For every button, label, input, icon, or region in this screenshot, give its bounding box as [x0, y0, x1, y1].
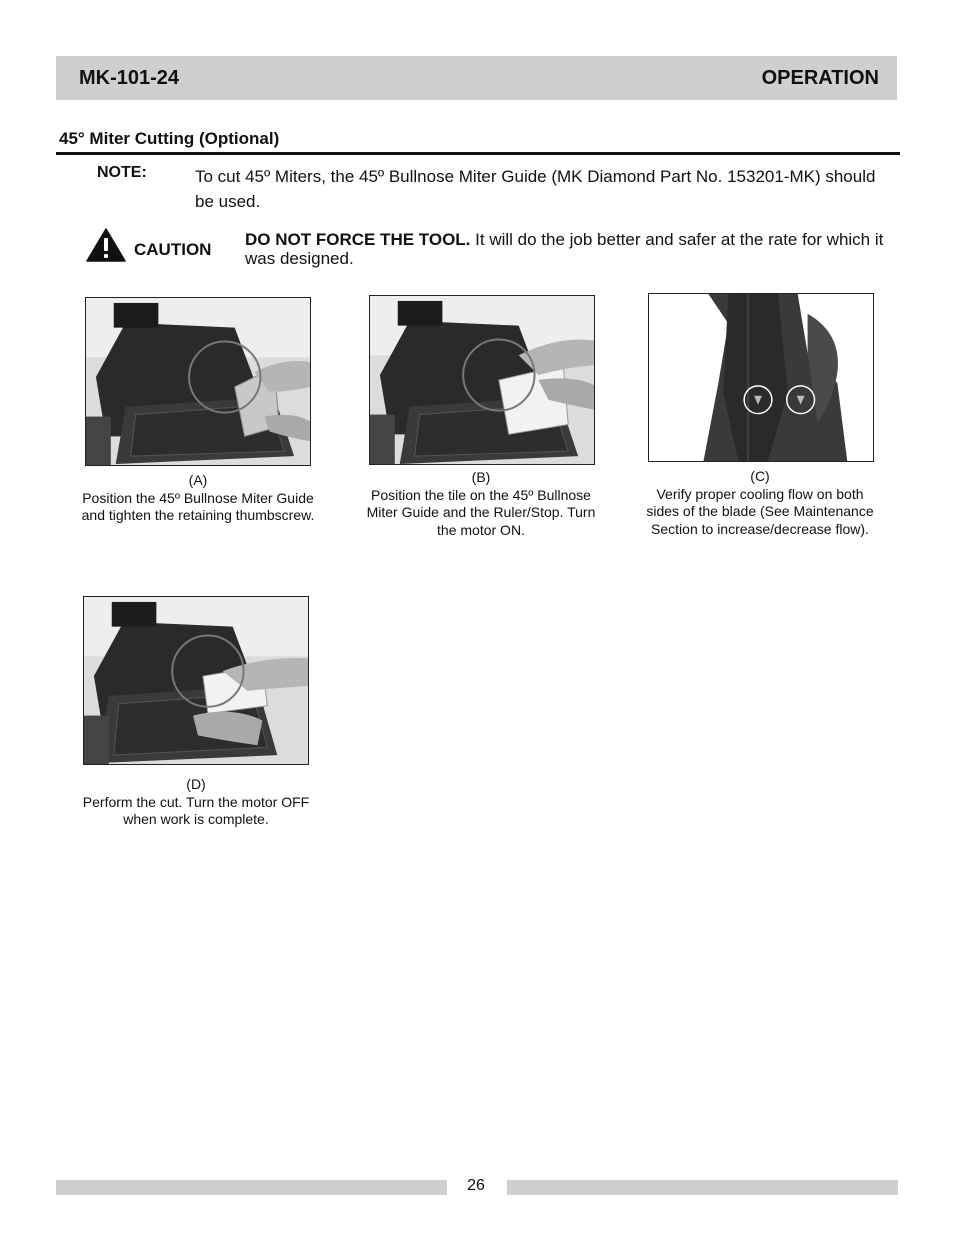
section-divider	[56, 152, 900, 155]
note-text: To cut 45º Miters, the 45º Bullnose Miter Guide (MK Diamond Part No. 153201-MK) should be used.	[195, 167, 876, 211]
figure-b-letter: (B)	[471, 469, 491, 485]
model-title: MK-101-24	[79, 66, 180, 89]
caution-body-text: It will do the job better and safer at the rate for which it was designed.	[245, 230, 884, 268]
figure-c-text: Verify proper cooling flow on both sides of the blade (See Maintenance Section to increase/decrease flow).	[646, 485, 874, 537]
footer-bar-left	[56, 1180, 447, 1195]
page-number: 26	[467, 1177, 485, 1194]
note-label: NOTE:	[97, 164, 147, 181]
figure-d-caption	[80, 776, 312, 829]
figure-c-photo	[648, 293, 874, 462]
figure-a-text: Position the 45º Bullnose Miter Guide and tighten the retaining thumbscrew.	[81, 489, 315, 523]
figure-b-text: Position the tile on the 45º Bullnose Miter Guide and the Ruler/Stop. Turn the motor ON.	[366, 486, 596, 538]
figure-d-letter: (D)	[186, 776, 206, 792]
figure-c-letter: (C)	[750, 468, 770, 484]
figure-c-caption	[646, 468, 874, 538]
figure-d-text: Perform the cut. Turn the motor OFF when work is complete.	[82, 793, 310, 827]
section-title: 45° Miter Cutting (Optional)	[59, 129, 280, 148]
warning-triangle-icon	[86, 228, 126, 262]
figure-a-letter: (A)	[188, 472, 208, 488]
caution-text	[245, 230, 885, 268]
section-name: OPERATION	[761, 66, 879, 89]
figure-b-caption	[365, 469, 597, 539]
figure-d-photo	[83, 596, 309, 765]
figure-a-caption	[80, 472, 316, 525]
caution-bold-text: DO NOT FORCE THE TOOL.	[245, 230, 471, 249]
header-bar	[56, 56, 897, 100]
figure-a-photo	[85, 297, 311, 466]
figure-b-photo	[369, 295, 595, 465]
footer-bar-right	[507, 1180, 898, 1195]
caution-label: CAUTION	[134, 240, 212, 259]
